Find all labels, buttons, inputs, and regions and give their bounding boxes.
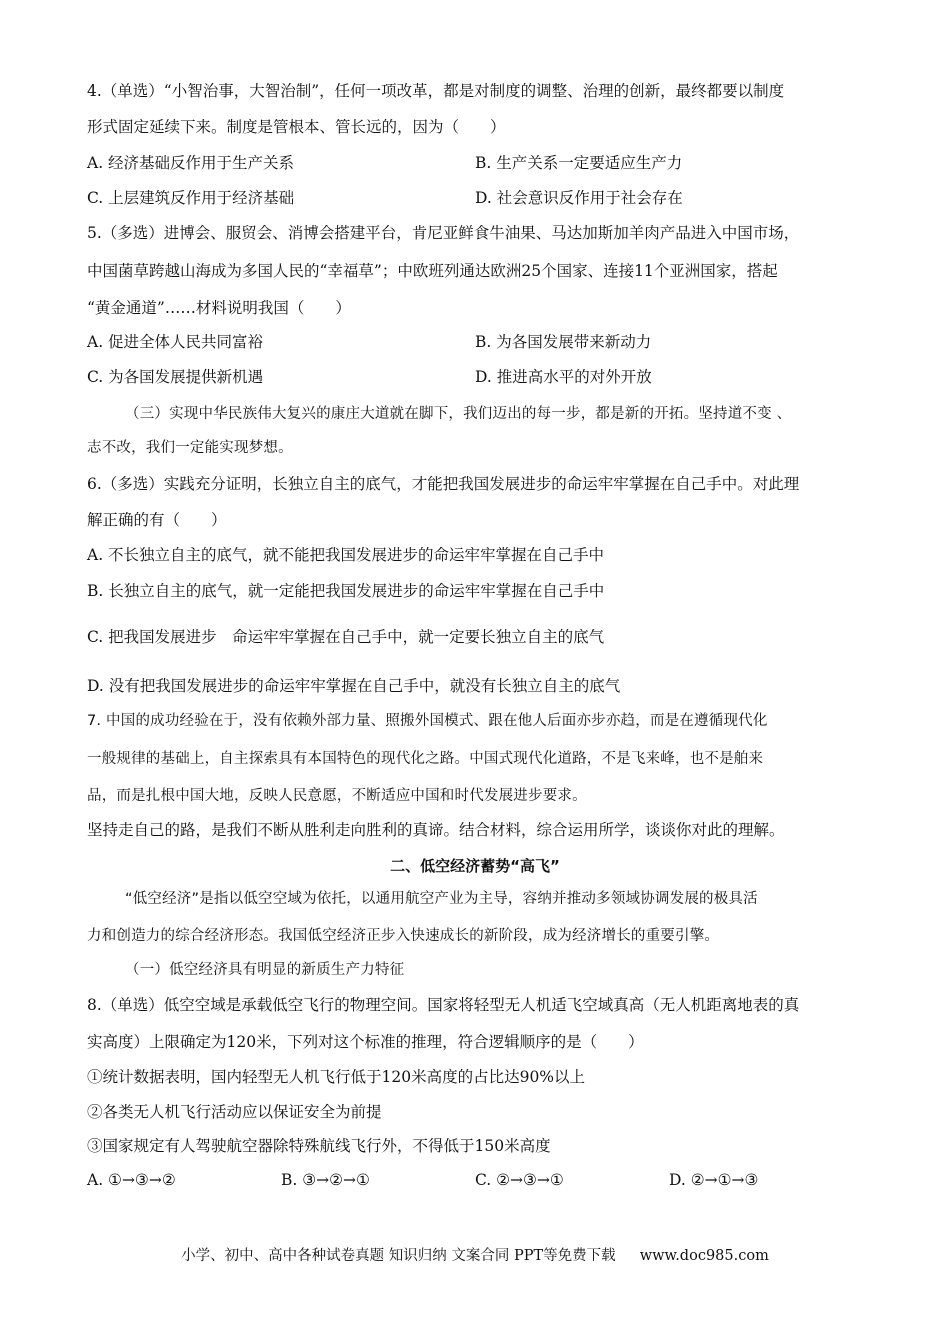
q5-option-c: C. 为各国发展提供新机遇 [87, 368, 264, 386]
q8-option-d: D. ②→①→③ [669, 1171, 759, 1189]
q7-line-2: 一般规律的基础上，自主探索具有本国特色的现代化之路。中国式现代化道路，不是飞来峰，也不是舶来 [87, 751, 764, 767]
q8-option-a: A. ①→③→② [87, 1171, 176, 1189]
q6-option-b: B. 长独立自主的底气，就一定能把我国发展进步的命运牢牢掌握在自己手中 [87, 582, 605, 600]
q8-stem-line-1: 8.（单选）低空空域是承载低空飞行的物理空间。国家将轻型无人机适飞空域真高（无人机距离地表的真 [87, 996, 800, 1014]
q8-option-b: B. ③→②→① [281, 1171, 370, 1189]
q4-option-b: B. 生产关系一定要适应生产力 [475, 154, 683, 172]
page-footer [0, 1246, 950, 1266]
q5-stem-line-2: 中国菌草跨越山海成为多国人民的“幸福草”；中欧班列通达欧洲25个国家、连接11个亚洲国家，搭起 [87, 262, 778, 280]
section3-line-1: （三）实现中华民族伟大复兴的康庄大道就在脚下，我们迈出的每一步，都是新的开拓。坚持道不变 、 [125, 406, 792, 422]
part2-intro-line-1: “低空经济”是指以低空空域为依托，以通用航空产业为主导，容纳并推动多领域协调发展的极具活 [125, 891, 758, 907]
footer-text: 小学、初中、高中各种试卷真题 知识归纳 文案合同 PPT等免费下载 [181, 1248, 616, 1264]
q7-line-3: 品，而是扎根中国大地，反映人民意愿，不断适应中国和时代发展进步要求。 [87, 788, 587, 804]
q5-stem-line-3: “黄金通道”……材料说明我国（ ） [87, 299, 351, 317]
q7-line-1: 7. 中国的成功经验在于，没有依赖外部力量、照搬外国模式、跟在他人后面亦步亦趋，而是在遵循现代化 [87, 713, 768, 729]
q5-option-a: A. 促进全体人民共同富裕 [87, 333, 264, 351]
q6-stem-line-1: 6.（多选）实践充分证明，长独立自主的底气，才能把我国发展进步的命运牢牢掌握在自己手中。对此理 [87, 475, 800, 493]
q6-option-a: A. 不长独立自主的底气，就不能把我国发展进步的命运牢牢掌握在自己手中 [87, 546, 605, 564]
footer-url[interactable]: www.doc985.com [639, 1248, 769, 1264]
q5-option-b: B. 为各国发展带来新动力 [475, 333, 652, 351]
q6-stem-line-2: 解正确的有（ ） [87, 511, 227, 529]
q4-option-a: A. 经济基础反作用于生产关系 [87, 154, 295, 172]
q8-item-2: ②各类无人机飞行活动应以保证安全为前提 [87, 1103, 382, 1121]
q8-stem-line-2: 实高度）上限确定为120米，下列对这个标准的推理，符合逻辑顺序的是（ ） [87, 1033, 644, 1051]
section3-line-2: 志不改，我们一定能实现梦想。 [87, 440, 293, 456]
q4-stem-line-1: 4.（单选）“小智治事，大智治制”，任何一项改革，都是对制度的调整、治理的创新，最终都要以制度 [87, 82, 785, 100]
part2-subheading: （一）低空经济具有明显的新质生产力特征 [125, 962, 405, 978]
part2-intro-line-2: 力和创造力的综合经济形态。我国低空经济正步入快速成长的新阶段，成为经济增长的重要引擎。 [87, 928, 720, 944]
q5-stem-line-1: 5.（多选）进博会、服贸会、消博会搭建平台，肯尼亚鲜食牛油果、马达加斯加羊肉产品进入中国市场， [87, 224, 800, 242]
q8-item-1: ①统计数据表明，国内轻型无人机飞行低于120米高度的占比达90%以上 [87, 1068, 586, 1086]
q7-line-4: 坚持走自己的路，是我们不断从胜利走向胜利的真谛。结合材料，综合运用所学，谈谈你对此的理解。 [87, 821, 785, 839]
q8-option-c: C. ②→③→① [475, 1171, 564, 1189]
q5-option-d: D. 推进高水平的对外开放 [475, 368, 652, 386]
q6-option-d: D. 没有把我国发展进步的命运牢牢掌握在自己手中，就没有长独立自主的底气 [87, 677, 621, 695]
q8-item-3: ③国家规定有人驾驶航空器除特殊航线飞行外，不得低于150米高度 [87, 1137, 551, 1155]
q4-stem-line-2: 形式固定延续下来。制度是管根本、管长远的，因为（ ） [87, 118, 506, 136]
q4-option-c: C. 上层建筑反作用于经济基础 [87, 189, 295, 207]
q4-option-d: D. 社会意识反作用于社会存在 [475, 189, 683, 207]
q6-option-c: C. 把我国发展进步 命运牢牢掌握在自己手中，就一定要长独立自主的底气 [87, 628, 605, 646]
part2-heading: 二、低空经济蓄势“高飞” [390, 857, 560, 875]
